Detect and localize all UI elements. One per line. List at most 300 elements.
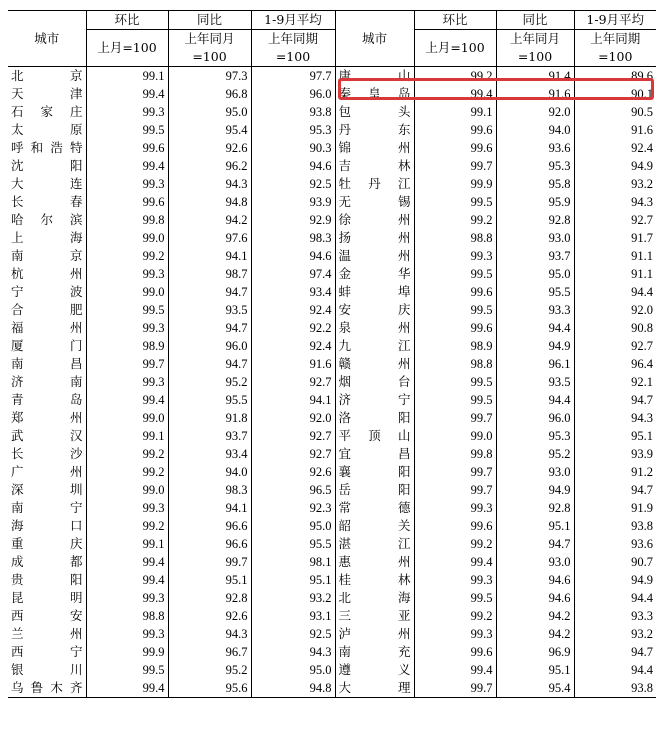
avg-value-left: 90.3: [251, 139, 335, 157]
avg-value-left: 96.5: [251, 481, 335, 499]
mom-value-left: 99.2: [86, 247, 168, 265]
table-row: [8, 499, 656, 517]
mom-value-right: 99.3: [414, 499, 496, 517]
mom-value-right: 99.3: [414, 571, 496, 589]
city-name-right: 南充: [335, 643, 414, 661]
avg-value-right: 94.9: [574, 571, 656, 589]
avg-base-header-right: 上年同期 =100: [574, 30, 656, 67]
mom-value-left: 99.3: [86, 589, 168, 607]
yoy-base-header: 上年同月 =100: [168, 30, 251, 67]
yoy-value-right: 94.9: [496, 481, 574, 499]
yoy-value-right: 93.7: [496, 247, 574, 265]
avg-value-left: 97.4: [251, 265, 335, 283]
city-name-left: 西安: [11, 608, 83, 623]
yoy-value-left: 92.8: [168, 589, 251, 607]
avg-value-right: 93.9: [574, 445, 656, 463]
yoy-value-right: 93.0: [496, 463, 574, 481]
city-name-right: 秦皇岛: [335, 85, 414, 103]
city-name-right: 锦州: [335, 139, 414, 157]
mom-value-left: 99.5: [86, 661, 168, 679]
yoy-value-left: 96.2: [168, 157, 251, 175]
mom-value-right: 99.3: [414, 625, 496, 643]
table-row: [8, 571, 656, 589]
avg-header: 1-9月平均: [251, 11, 335, 30]
mom-value-right: 99.6: [414, 517, 496, 535]
yoy-value-left: 96.0: [168, 337, 251, 355]
avg-value-left: 94.8: [251, 679, 335, 698]
city-name-left: 太原: [11, 122, 83, 137]
yoy-value-left: 94.7: [168, 283, 251, 301]
city-name-right: 北海: [335, 589, 414, 607]
city-name-right: 济宁: [335, 391, 414, 409]
avg-value-right: 93.8: [574, 517, 656, 535]
city-name-left: 武汉: [11, 428, 83, 443]
yoy-value-left: 97.6: [168, 229, 251, 247]
avg-header-right: 1-9月平均: [574, 11, 656, 30]
avg-value-left: 93.9: [251, 193, 335, 211]
mom-header-right: 环比: [414, 11, 496, 30]
yoy-value-right: 93.5: [496, 373, 574, 391]
yoy-header: 同比: [168, 11, 251, 30]
avg-base-header: 上年同期 =100: [251, 30, 335, 67]
city-name-right: 包头: [335, 103, 414, 121]
yoy-value-right: 95.1: [496, 517, 574, 535]
avg-value-right: 92.4: [574, 139, 656, 157]
mom-value-left: 99.2: [86, 463, 168, 481]
city-name-right: 泸州: [335, 625, 414, 643]
avg-value-left: 92.7: [251, 445, 335, 463]
mom-value-right: 99.2: [414, 535, 496, 553]
header-row-2: [8, 30, 656, 67]
city-name-left: 长春: [11, 194, 83, 209]
city-name-right: 赣州: [335, 355, 414, 373]
mom-base-header: 上月=100: [86, 30, 168, 67]
mom-value-left: 99.1: [86, 427, 168, 445]
table-row: [8, 607, 656, 625]
mom-value-left: 99.4: [86, 553, 168, 571]
yoy-value-right: 94.9: [496, 337, 574, 355]
city-name-right: 无锡: [335, 193, 414, 211]
mom-value-left: 98.8: [86, 607, 168, 625]
city-name-right: 湛江: [335, 535, 414, 553]
avg-value-right: 92.0: [574, 301, 656, 319]
mom-value-left: 99.4: [86, 85, 168, 103]
mom-value-right: 99.4: [414, 85, 496, 103]
yoy-value-right: 91.4: [496, 67, 574, 86]
table-row: [8, 139, 656, 157]
yoy-value-right: 95.1: [496, 661, 574, 679]
mom-value-right: 99.7: [414, 157, 496, 175]
mom-value-right: 99.5: [414, 589, 496, 607]
mom-value-right: 98.9: [414, 337, 496, 355]
mom-value-left: 99.0: [86, 229, 168, 247]
city-name-left: 昆明: [11, 590, 83, 605]
mom-value-right: 99.6: [414, 283, 496, 301]
city-name-left: 深圳: [11, 482, 83, 497]
mom-value-left: 99.5: [86, 301, 168, 319]
city-name-right: 惠州: [335, 553, 414, 571]
yoy-value-left: 95.4: [168, 121, 251, 139]
mom-value-right: 99.5: [414, 265, 496, 283]
city-name-right: 泉州: [335, 319, 414, 337]
avg-value-right: 94.4: [574, 661, 656, 679]
mom-value-left: 99.3: [86, 175, 168, 193]
mom-value-left: 99.6: [86, 193, 168, 211]
avg-value-left: 93.2: [251, 589, 335, 607]
city-name-right: 洛阳: [335, 409, 414, 427]
mom-value-left: 99.3: [86, 625, 168, 643]
avg-value-right: 91.6: [574, 121, 656, 139]
city-name-right: 牡丹江: [335, 175, 414, 193]
yoy-value-left: 93.5: [168, 301, 251, 319]
avg-value-left: 94.6: [251, 157, 335, 175]
city-name-right: 温州: [335, 247, 414, 265]
mom-value-right: 99.2: [414, 607, 496, 625]
table-row: [8, 463, 656, 481]
city-name-left: 乌鲁木齐: [8, 679, 86, 698]
mom-value-left: 99.3: [86, 319, 168, 337]
yoy-value-left: 95.0: [168, 103, 251, 121]
avg-value-right: 89.6: [574, 67, 656, 86]
city-name-left: 宁波: [11, 284, 83, 299]
table-row: [8, 301, 656, 319]
avg-value-right: 94.3: [574, 409, 656, 427]
mom-value-left: 99.4: [86, 679, 168, 698]
table-row: [8, 157, 656, 175]
avg-value-left: 92.9: [251, 211, 335, 229]
mom-value-right: 99.6: [414, 319, 496, 337]
yoy-value-left: 92.6: [168, 139, 251, 157]
yoy-value-right: 95.9: [496, 193, 574, 211]
table-row: [8, 373, 656, 391]
avg-value-right: 95.1: [574, 427, 656, 445]
yoy-value-left: 99.7: [168, 553, 251, 571]
mom-value-right: 99.7: [414, 481, 496, 499]
yoy-value-left: 94.0: [168, 463, 251, 481]
avg-value-left: 92.7: [251, 427, 335, 445]
avg-value-left: 94.6: [251, 247, 335, 265]
avg-value-left: 98.1: [251, 553, 335, 571]
yoy-value-right: 95.2: [496, 445, 574, 463]
yoy-value-left: 95.1: [168, 571, 251, 589]
yoy-value-right: 94.0: [496, 121, 574, 139]
avg-value-right: 93.3: [574, 607, 656, 625]
city-name-left: 福州: [11, 320, 83, 335]
table-row: [8, 319, 656, 337]
avg-value-right: 96.4: [574, 355, 656, 373]
yoy-value-left: 94.7: [168, 355, 251, 373]
city-name-left: 贵阳: [11, 572, 83, 587]
table-row: [8, 643, 656, 661]
city-name-left: 郑州: [11, 410, 83, 425]
avg-value-left: 93.4: [251, 283, 335, 301]
yoy-value-right: 96.0: [496, 409, 574, 427]
city-name-right: 岳阳: [335, 481, 414, 499]
mom-value-left: 99.3: [86, 499, 168, 517]
yoy-value-left: 98.7: [168, 265, 251, 283]
yoy-value-left: 92.6: [168, 607, 251, 625]
avg-value-left: 92.6: [251, 463, 335, 481]
city-name-left: 上海: [11, 230, 83, 245]
avg-value-left: 97.7: [251, 67, 335, 86]
yoy-value-left: 94.1: [168, 499, 251, 517]
yoy-value-right: 93.0: [496, 229, 574, 247]
avg-value-left: 93.8: [251, 103, 335, 121]
mom-value-left: 99.3: [86, 373, 168, 391]
yoy-value-right: 92.8: [496, 211, 574, 229]
table-row: [8, 481, 656, 499]
city-name-left: 天津: [11, 86, 83, 101]
avg-value-right: 94.4: [574, 283, 656, 301]
yoy-value-left: 95.6: [168, 679, 251, 698]
table-row: [8, 103, 656, 121]
table-row: [8, 211, 656, 229]
city-header: 城市: [8, 11, 86, 67]
mom-value-right: 99.7: [414, 679, 496, 698]
city-name-left: 广州: [11, 464, 83, 479]
yoy-value-right: 93.6: [496, 139, 574, 157]
table-row: [8, 283, 656, 301]
table-row: [8, 355, 656, 373]
avg-value-right: 91.7: [574, 229, 656, 247]
table-row: [8, 193, 656, 211]
avg-value-left: 91.6: [251, 355, 335, 373]
table-row: [8, 229, 656, 247]
table-row: [8, 535, 656, 553]
city-name-left: 呼和浩特: [11, 140, 83, 155]
avg-value-right: 93.8: [574, 679, 656, 698]
avg-value-left: 92.3: [251, 499, 335, 517]
yoy-value-left: 93.4: [168, 445, 251, 463]
table-row: [8, 121, 656, 139]
table-row: [8, 67, 656, 86]
city-name-left: 南宁: [11, 500, 83, 515]
mom-value-right: 99.5: [414, 391, 496, 409]
yoy-value-right: 94.2: [496, 625, 574, 643]
yoy-value-right: 94.6: [496, 571, 574, 589]
yoy-value-right: 93.3: [496, 301, 574, 319]
avg-value-left: 95.5: [251, 535, 335, 553]
table-row: [8, 427, 656, 445]
city-header-right: 城市: [335, 11, 414, 67]
mom-value-left: 98.9: [86, 337, 168, 355]
yoy-value-left: 94.2: [168, 211, 251, 229]
table-row: [8, 409, 656, 427]
avg-value-left: 93.1: [251, 607, 335, 625]
mom-base-header-right: 上月=100: [414, 30, 496, 67]
mom-value-left: 99.4: [86, 391, 168, 409]
mom-value-left: 99.1: [86, 535, 168, 553]
avg-value-left: 92.4: [251, 301, 335, 319]
avg-value-left: 98.3: [251, 229, 335, 247]
avg-value-right: 91.2: [574, 463, 656, 481]
city-name-left: 石家庄: [11, 104, 83, 119]
table-row: [8, 175, 656, 193]
mom-value-left: 99.8: [86, 211, 168, 229]
city-name-left: 银川: [11, 662, 83, 677]
avg-value-right: 93.6: [574, 535, 656, 553]
yoy-header-right: 同比: [496, 11, 574, 30]
city-name-right: 三亚: [335, 607, 414, 625]
city-name-left: 兰州: [11, 626, 83, 641]
avg-value-right: 90.5: [574, 103, 656, 121]
avg-value-right: 90.1: [574, 85, 656, 103]
yoy-value-left: 96.6: [168, 535, 251, 553]
avg-value-right: 94.3: [574, 193, 656, 211]
yoy-value-left: 94.3: [168, 625, 251, 643]
mom-value-right: 98.8: [414, 355, 496, 373]
city-name-left: 合肥: [11, 302, 83, 317]
yoy-value-left: 94.1: [168, 247, 251, 265]
avg-value-right: 94.7: [574, 643, 656, 661]
mom-value-right: 99.4: [414, 661, 496, 679]
mom-value-right: 99.1: [414, 103, 496, 121]
mom-value-right: 99.5: [414, 193, 496, 211]
header-row-1: [8, 11, 656, 30]
avg-value-left: 92.5: [251, 175, 335, 193]
avg-value-left: 96.0: [251, 85, 335, 103]
city-name-left: 北京: [11, 68, 83, 83]
city-name-right: 安庆: [335, 301, 414, 319]
avg-value-left: 92.7: [251, 373, 335, 391]
avg-value-left: 94.1: [251, 391, 335, 409]
yoy-value-left: 94.7: [168, 319, 251, 337]
mom-value-right: 99.4: [414, 553, 496, 571]
city-name-left: 重庆: [11, 536, 83, 551]
city-name-right: 大理: [335, 679, 414, 698]
city-name-right: 唐山: [335, 67, 414, 86]
table-row: [8, 625, 656, 643]
table-row: [8, 553, 656, 571]
table-row: [8, 661, 656, 679]
mom-value-right: 99.6: [414, 139, 496, 157]
city-name-left: 青岛: [11, 392, 83, 407]
yoy-value-right: 96.9: [496, 643, 574, 661]
city-name-right: 扬州: [335, 229, 414, 247]
table-row: [8, 679, 656, 698]
mom-value-right: 99.5: [414, 301, 496, 319]
mom-value-left: 99.6: [86, 139, 168, 157]
yoy-value-right: 94.2: [496, 607, 574, 625]
table-row: [8, 391, 656, 409]
city-name-left: 杭州: [11, 266, 83, 281]
city-name-left: 成都: [11, 554, 83, 569]
table-row: [8, 517, 656, 535]
table-row: [8, 247, 656, 265]
yoy-value-left: 96.6: [168, 517, 251, 535]
yoy-value-right: 94.7: [496, 535, 574, 553]
avg-value-right: 94.7: [574, 391, 656, 409]
table-row: [8, 589, 656, 607]
mom-value-right: 99.6: [414, 643, 496, 661]
city-name-left: 长沙: [11, 446, 83, 461]
mom-value-right: 99.7: [414, 463, 496, 481]
mom-value-left: 99.9: [86, 643, 168, 661]
city-name-right: 常德: [335, 499, 414, 517]
yoy-value-left: 96.7: [168, 643, 251, 661]
avg-value-right: 94.4: [574, 589, 656, 607]
yoy-value-right: 93.0: [496, 553, 574, 571]
avg-value-right: 94.7: [574, 481, 656, 499]
yoy-value-right: 92.0: [496, 103, 574, 121]
mom-value-left: 99.2: [86, 517, 168, 535]
avg-value-left: 92.2: [251, 319, 335, 337]
yoy-value-right: 94.6: [496, 589, 574, 607]
yoy-value-right: 92.8: [496, 499, 574, 517]
mom-value-right: 99.6: [414, 121, 496, 139]
yoy-value-left: 95.2: [168, 661, 251, 679]
yoy-value-left: 94.3: [168, 175, 251, 193]
city-name-right: 吉林: [335, 157, 414, 175]
city-name-left: 南昌: [11, 356, 83, 371]
yoy-value-right: 95.0: [496, 265, 574, 283]
city-name-right: 遵义: [335, 661, 414, 679]
price-index-table: [8, 10, 656, 698]
avg-value-left: 95.0: [251, 517, 335, 535]
table-row: [8, 337, 656, 355]
city-name-right: 九江: [335, 337, 414, 355]
avg-value-left: 94.3: [251, 643, 335, 661]
city-name-right: 丹东: [335, 121, 414, 139]
avg-value-right: 94.9: [574, 157, 656, 175]
city-name-right: 桂林: [335, 571, 414, 589]
table-row: [8, 265, 656, 283]
mom-value-right: 99.5: [414, 373, 496, 391]
yoy-value-right: 94.4: [496, 319, 574, 337]
yoy-value-left: 91.8: [168, 409, 251, 427]
yoy-value-right: 95.3: [496, 157, 574, 175]
mom-value-right: 99.2: [414, 67, 496, 86]
mom-value-left: 99.0: [86, 481, 168, 499]
avg-value-right: 90.7: [574, 553, 656, 571]
city-name-left: 大连: [11, 176, 83, 191]
mom-value-left: 99.1: [86, 67, 168, 86]
city-name-right: 金华: [335, 265, 414, 283]
yoy-value-right: 95.8: [496, 175, 574, 193]
yoy-value-right: 95.4: [496, 679, 574, 698]
mom-value-left: 99.3: [86, 103, 168, 121]
mom-value-right: 99.8: [414, 445, 496, 463]
mom-value-left: 99.3: [86, 265, 168, 283]
yoy-value-left: 97.3: [168, 67, 251, 86]
avg-value-left: 95.3: [251, 121, 335, 139]
city-name-left: 哈尔滨: [11, 212, 83, 227]
yoy-value-left: 94.8: [168, 193, 251, 211]
yoy-value-right: 96.1: [496, 355, 574, 373]
avg-value-right: 92.1: [574, 373, 656, 391]
city-name-left: 沈阳: [11, 158, 83, 173]
city-name-left: 海口: [11, 518, 83, 533]
mom-value-right: 98.8: [414, 229, 496, 247]
yoy-value-right: 95.3: [496, 427, 574, 445]
yoy-value-right: 95.5: [496, 283, 574, 301]
city-name-left: 厦门: [11, 338, 83, 353]
mom-value-right: 99.2: [414, 211, 496, 229]
avg-value-right: 91.9: [574, 499, 656, 517]
mom-value-right: 99.0: [414, 427, 496, 445]
city-name-right: 襄阳: [335, 463, 414, 481]
mom-value-right: 99.9: [414, 175, 496, 193]
city-name-right: 韶关: [335, 517, 414, 535]
city-name-left: 南京: [11, 248, 83, 263]
city-name-right: 蚌埠: [335, 283, 414, 301]
avg-value-right: 90.8: [574, 319, 656, 337]
yoy-value-right: 91.6: [496, 85, 574, 103]
avg-value-right: 93.2: [574, 625, 656, 643]
city-name-right: 徐州: [335, 211, 414, 229]
yoy-value-left: 96.8: [168, 85, 251, 103]
yoy-value-left: 93.7: [168, 427, 251, 445]
